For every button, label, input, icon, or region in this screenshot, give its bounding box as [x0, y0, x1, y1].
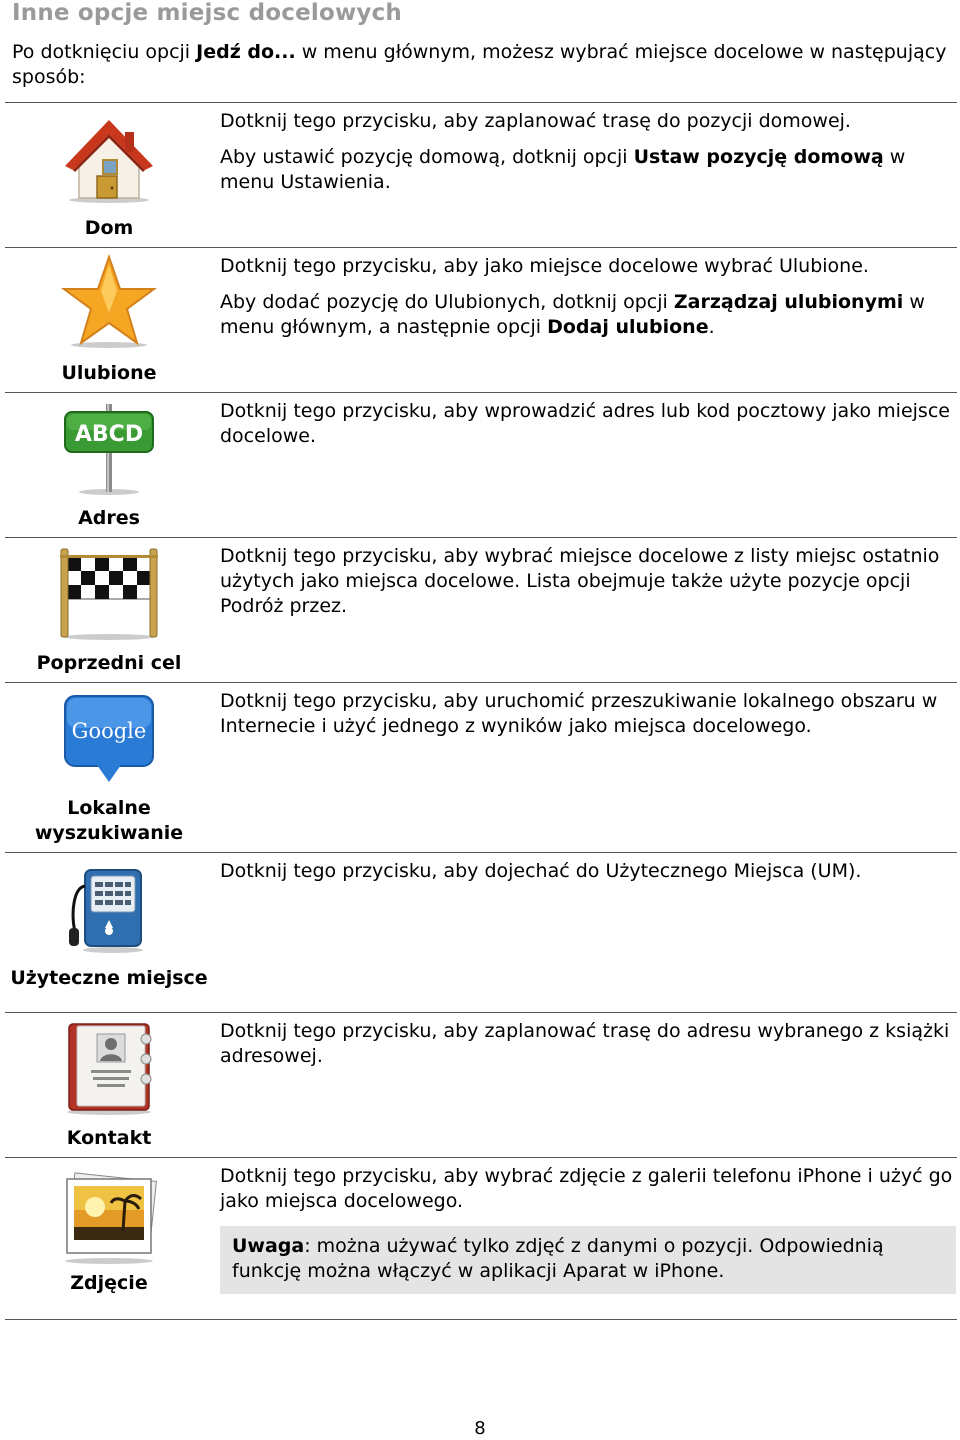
option-row-dom: [5, 104, 957, 247]
option-label: Zdjęcie: [70, 1272, 148, 1294]
option-description: Dotknij tego przycisku, aby wprowadzić adres lub kod pocztowy jako miejsce docelowe.: [220, 400, 950, 447]
house-icon[interactable]: [57, 108, 161, 204]
option-row-lokalne-wyszukiwanie: [5, 684, 957, 852]
option-description: Dotknij tego przycisku, aby zaplanować trasę do adresu wybranego z książki adresowej.: [220, 1020, 950, 1067]
star-icon[interactable]: [57, 253, 161, 349]
row-divider: [5, 1157, 957, 1158]
intro-bold-option: Jedź do...: [196, 41, 296, 63]
option-description: Dotknij tego przycisku, aby wybrać miejsce docelowe z listy miejsc ostatnio użytych jako miejsca docelowe. Lista obejmuje także użyte pozycje opcji Podróż przez.: [220, 545, 940, 617]
option-label: Użyteczne miejsce: [10, 967, 208, 989]
google-pin-icon[interactable]: [57, 692, 161, 788]
option-label: Dom: [84, 217, 134, 239]
option-label: Poprzedni cel: [36, 652, 182, 674]
section-heading: Inne opcje miejsc docelowych: [12, 0, 402, 26]
row-divider: [5, 247, 957, 248]
intro-paragraph: Po dotknięciu opcji Jedź do... w menu głównym, możesz wybrać miejsce docelowe w następujący sposób:: [12, 41, 947, 88]
option-row-uzyteczne-miejsce: [5, 854, 957, 1012]
row-divider: [5, 392, 957, 393]
page-number: 8: [474, 1418, 486, 1439]
option-description: Dotknij tego przycisku, aby wybrać zdjęcie z galerii telefonu iPhone i użyć go jako miejsca docelowego. Uwaga: można używać tylko zdjęć z danymi o pozycji. Odpowiednią funkcję można włączyć w aplikacji Aparat w iPhone.: [220, 1164, 956, 1294]
option-row-zdjecie: [5, 1159, 957, 1319]
address-sign-icon[interactable]: [57, 400, 161, 496]
option-label: Kontakt: [66, 1127, 152, 1149]
row-divider: [5, 682, 957, 683]
row-divider: [5, 852, 957, 853]
sign-text: ABCD: [74, 422, 144, 447]
option-row-adres: [5, 394, 957, 537]
note-box: Uwaga: można używać tylko zdjęć z danymi o pozycji. Odpowiednią funkcję można włączyć w aplikacji Aparat w iPhone.: [220, 1226, 956, 1294]
note-label: Uwaga: [232, 1235, 305, 1257]
photo-icon[interactable]: [57, 1171, 161, 1267]
option-label: Lokalne wyszukiwanie: [34, 797, 184, 844]
option-label: Ulubione: [61, 362, 157, 384]
checkered-flag-icon[interactable]: [57, 545, 161, 641]
option-description: Dotknij tego przycisku, aby zaplanować trasę do pozycji domowej. Aby ustawić pozycję domową, dotknij opcji Ustaw pozycję domową w menu Ustawienia.: [220, 110, 906, 193]
row-divider: [5, 537, 957, 538]
option-row-kontakt: [5, 1014, 957, 1157]
option-row-ulubione: [5, 249, 957, 392]
option-row-poprzedni-cel: [5, 539, 957, 682]
row-divider: [5, 1012, 957, 1013]
option-label: Adres: [78, 507, 140, 529]
option-description: Dotknij tego przycisku, aby uruchomić przeszukiwanie lokalnego obszaru w Internecie i użyć jednego z wyników jako miejsca docelowego.: [220, 690, 938, 737]
option-description: Dotknij tego przycisku, aby jako miejsce docelowe wybrać Ulubione. Aby dodać pozycję do Ulubionych, dotknij opcji Zarządzaj ulubionymi w menu głównym, a następnie opcji Dodaj ulubione.: [220, 255, 925, 338]
row-divider: [5, 102, 957, 103]
address-book-icon[interactable]: [57, 1020, 161, 1116]
logo-text: Google: [71, 719, 147, 743]
row-divider: [5, 1319, 957, 1320]
option-description: Dotknij tego przycisku, aby dojechać do Użytecznego Miejsca (UM).: [220, 860, 862, 882]
payphone-icon[interactable]: [57, 866, 161, 962]
